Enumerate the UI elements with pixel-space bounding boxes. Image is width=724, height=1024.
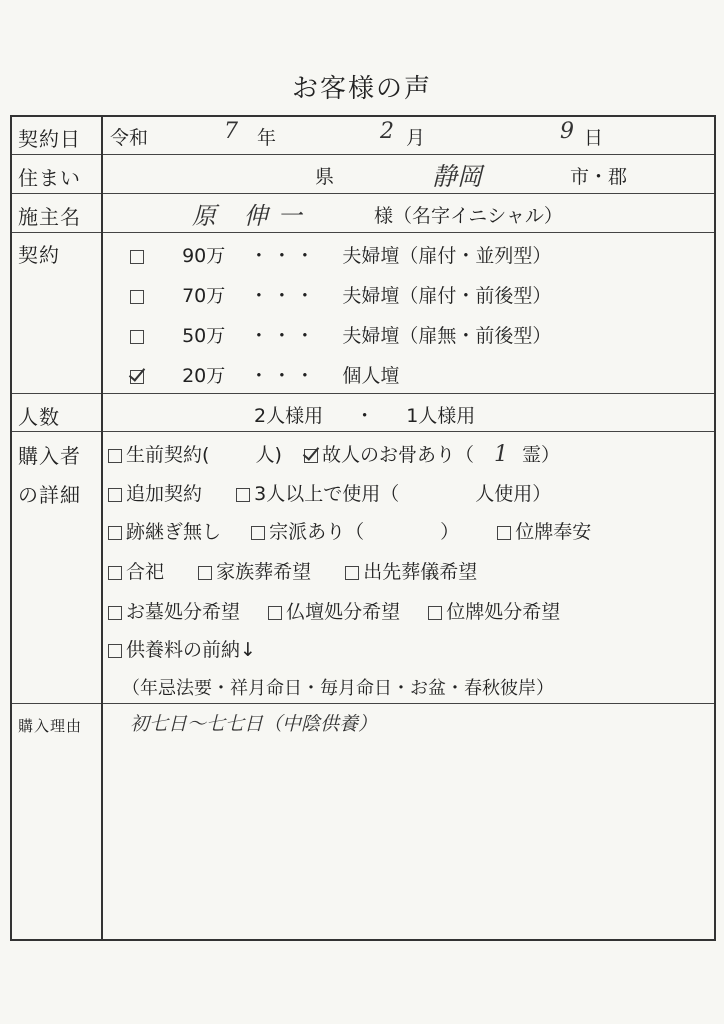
opt-kojin: 故人のお骨あり（ — [321, 444, 474, 466]
opt-shuha-close: ） — [440, 521, 460, 543]
opt-3nin: 3人以上で使用（ — [254, 483, 400, 505]
opt-ihai-shobun: 位牌処分希望 — [446, 601, 561, 623]
reason-label: 購入理由 — [18, 717, 83, 735]
opt-kuyoryo: 供養料の前納↓ — [126, 639, 256, 661]
checkbox[interactable] — [108, 488, 122, 502]
prefecture-unit: 県 — [315, 166, 335, 188]
year-unit: 年 — [257, 127, 277, 149]
row-divider — [12, 154, 714, 155]
checkbox[interactable] — [251, 526, 265, 540]
people-options — [254, 401, 475, 428]
details-row-4 — [108, 557, 477, 584]
row-divider — [12, 703, 714, 704]
people-label: 人数 — [18, 405, 60, 429]
opt-kojin-unit: 霊） — [522, 444, 561, 466]
checkbox[interactable] — [108, 566, 122, 580]
contract-date-label: 契約日 — [18, 127, 81, 151]
month-unit: 月 — [406, 127, 426, 149]
opt-ohaka-shobun: お墓処分希望 — [126, 601, 241, 623]
opt-shuha: 宗派あり（ — [269, 521, 365, 543]
people-one[interactable]: 1人様用 — [406, 405, 476, 427]
kojin-count-value[interactable]: 1 — [494, 442, 509, 467]
plan-option-20[interactable] — [130, 361, 399, 388]
details-label-line2: の詳細 — [18, 483, 81, 507]
column-divider — [101, 117, 103, 939]
row-divider — [12, 193, 714, 194]
address-label: 住まい — [18, 166, 81, 190]
checkbox[interactable] — [108, 606, 122, 620]
checkbox[interactable] — [345, 566, 359, 580]
city-value[interactable]: 静岡 — [432, 162, 483, 191]
plan-dots: ・・・ — [249, 245, 319, 267]
checkbox-checked[interactable] — [304, 449, 318, 463]
plan-dots: ・・・ — [249, 325, 319, 347]
checkbox[interactable] — [108, 449, 122, 463]
day-value[interactable]: 9 — [560, 119, 574, 144]
opt-seizen: 生前契約( — [126, 444, 210, 466]
checkbox[interactable] — [428, 606, 442, 620]
details-row-2 — [108, 479, 551, 506]
month-value[interactable]: 2 — [380, 119, 394, 144]
plan-option-90[interactable] — [130, 241, 551, 268]
day-unit: 日 — [584, 127, 604, 149]
opt-butsudan-shobun: 仏壇処分希望 — [286, 601, 401, 623]
form-table — [10, 115, 716, 941]
opt-atotsugi: 跡継ぎ無し — [126, 521, 222, 543]
owner-name-value[interactable]: 原 伸一 — [192, 202, 312, 230]
opt-ihai-hoan: 位牌奉安 — [515, 521, 592, 543]
year-value[interactable]: 7 — [224, 119, 238, 144]
opt-goshi: 合祀 — [126, 561, 165, 583]
plan-option-50[interactable] — [130, 321, 551, 348]
owner-suffix: 様（名字イニシャル） — [374, 205, 563, 227]
plan-checkbox[interactable] — [130, 330, 144, 344]
plan-checkbox[interactable] — [130, 290, 144, 304]
row-divider — [12, 393, 714, 394]
plan-price: 90万 — [182, 245, 226, 267]
owner-label: 施主名 — [18, 205, 81, 229]
opt-kazokuso: 家族葬希望 — [216, 561, 312, 583]
row-divider — [12, 431, 714, 432]
plan-desc: 夫婦壇（扉付・並列型） — [342, 245, 552, 267]
opt-tsuika: 追加契約 — [126, 483, 203, 505]
checkbox[interactable] — [198, 566, 212, 580]
plan-desc: 夫婦壇（扉付・前後型） — [342, 285, 552, 307]
people-sep: ・ — [355, 405, 375, 427]
details-row-3 — [108, 517, 591, 544]
era-text: 令和 — [110, 127, 149, 149]
reason-value[interactable]: 初七日～七七日（中陰供養） — [130, 713, 378, 735]
checkbox[interactable] — [108, 526, 122, 540]
plan-dots: ・・・ — [249, 365, 319, 387]
plan-desc: 個人壇 — [342, 365, 400, 387]
plan-checkbox[interactable] — [130, 250, 144, 264]
checkbox[interactable] — [268, 606, 282, 620]
page-title: お客様の声 — [291, 74, 432, 104]
plan-dots: ・・・ — [249, 285, 319, 307]
people-two[interactable]: 2人様用 — [254, 405, 324, 427]
contract-label: 契約 — [18, 243, 60, 267]
checkbox[interactable] — [236, 488, 250, 502]
plan-option-70[interactable] — [130, 281, 551, 308]
plan-checkbox-checked[interactable] — [130, 370, 144, 384]
opt-seizen-unit: 人) — [255, 444, 282, 466]
plan-price: 20万 — [182, 365, 226, 387]
checkbox[interactable] — [497, 526, 511, 540]
details-row-1 — [108, 440, 560, 467]
details-label-line1: 購入者 — [18, 444, 81, 468]
plan-desc: 夫婦壇（扉無・前後型） — [342, 325, 552, 347]
row-divider — [12, 232, 714, 233]
opt-desakisogi: 出先葬儀希望 — [363, 561, 478, 583]
details-row-5 — [108, 597, 560, 624]
plan-price: 70万 — [182, 285, 226, 307]
city-unit: 市・郡 — [570, 166, 628, 188]
opt-3nin-unit: 人使用） — [475, 483, 552, 505]
details-row-6 — [108, 635, 256, 662]
checkbox[interactable] — [108, 644, 122, 658]
details-note: （年忌法要・祥月命日・毎月命日・お盆・春秋彼岸） — [122, 678, 554, 699]
plan-price: 50万 — [182, 325, 226, 347]
